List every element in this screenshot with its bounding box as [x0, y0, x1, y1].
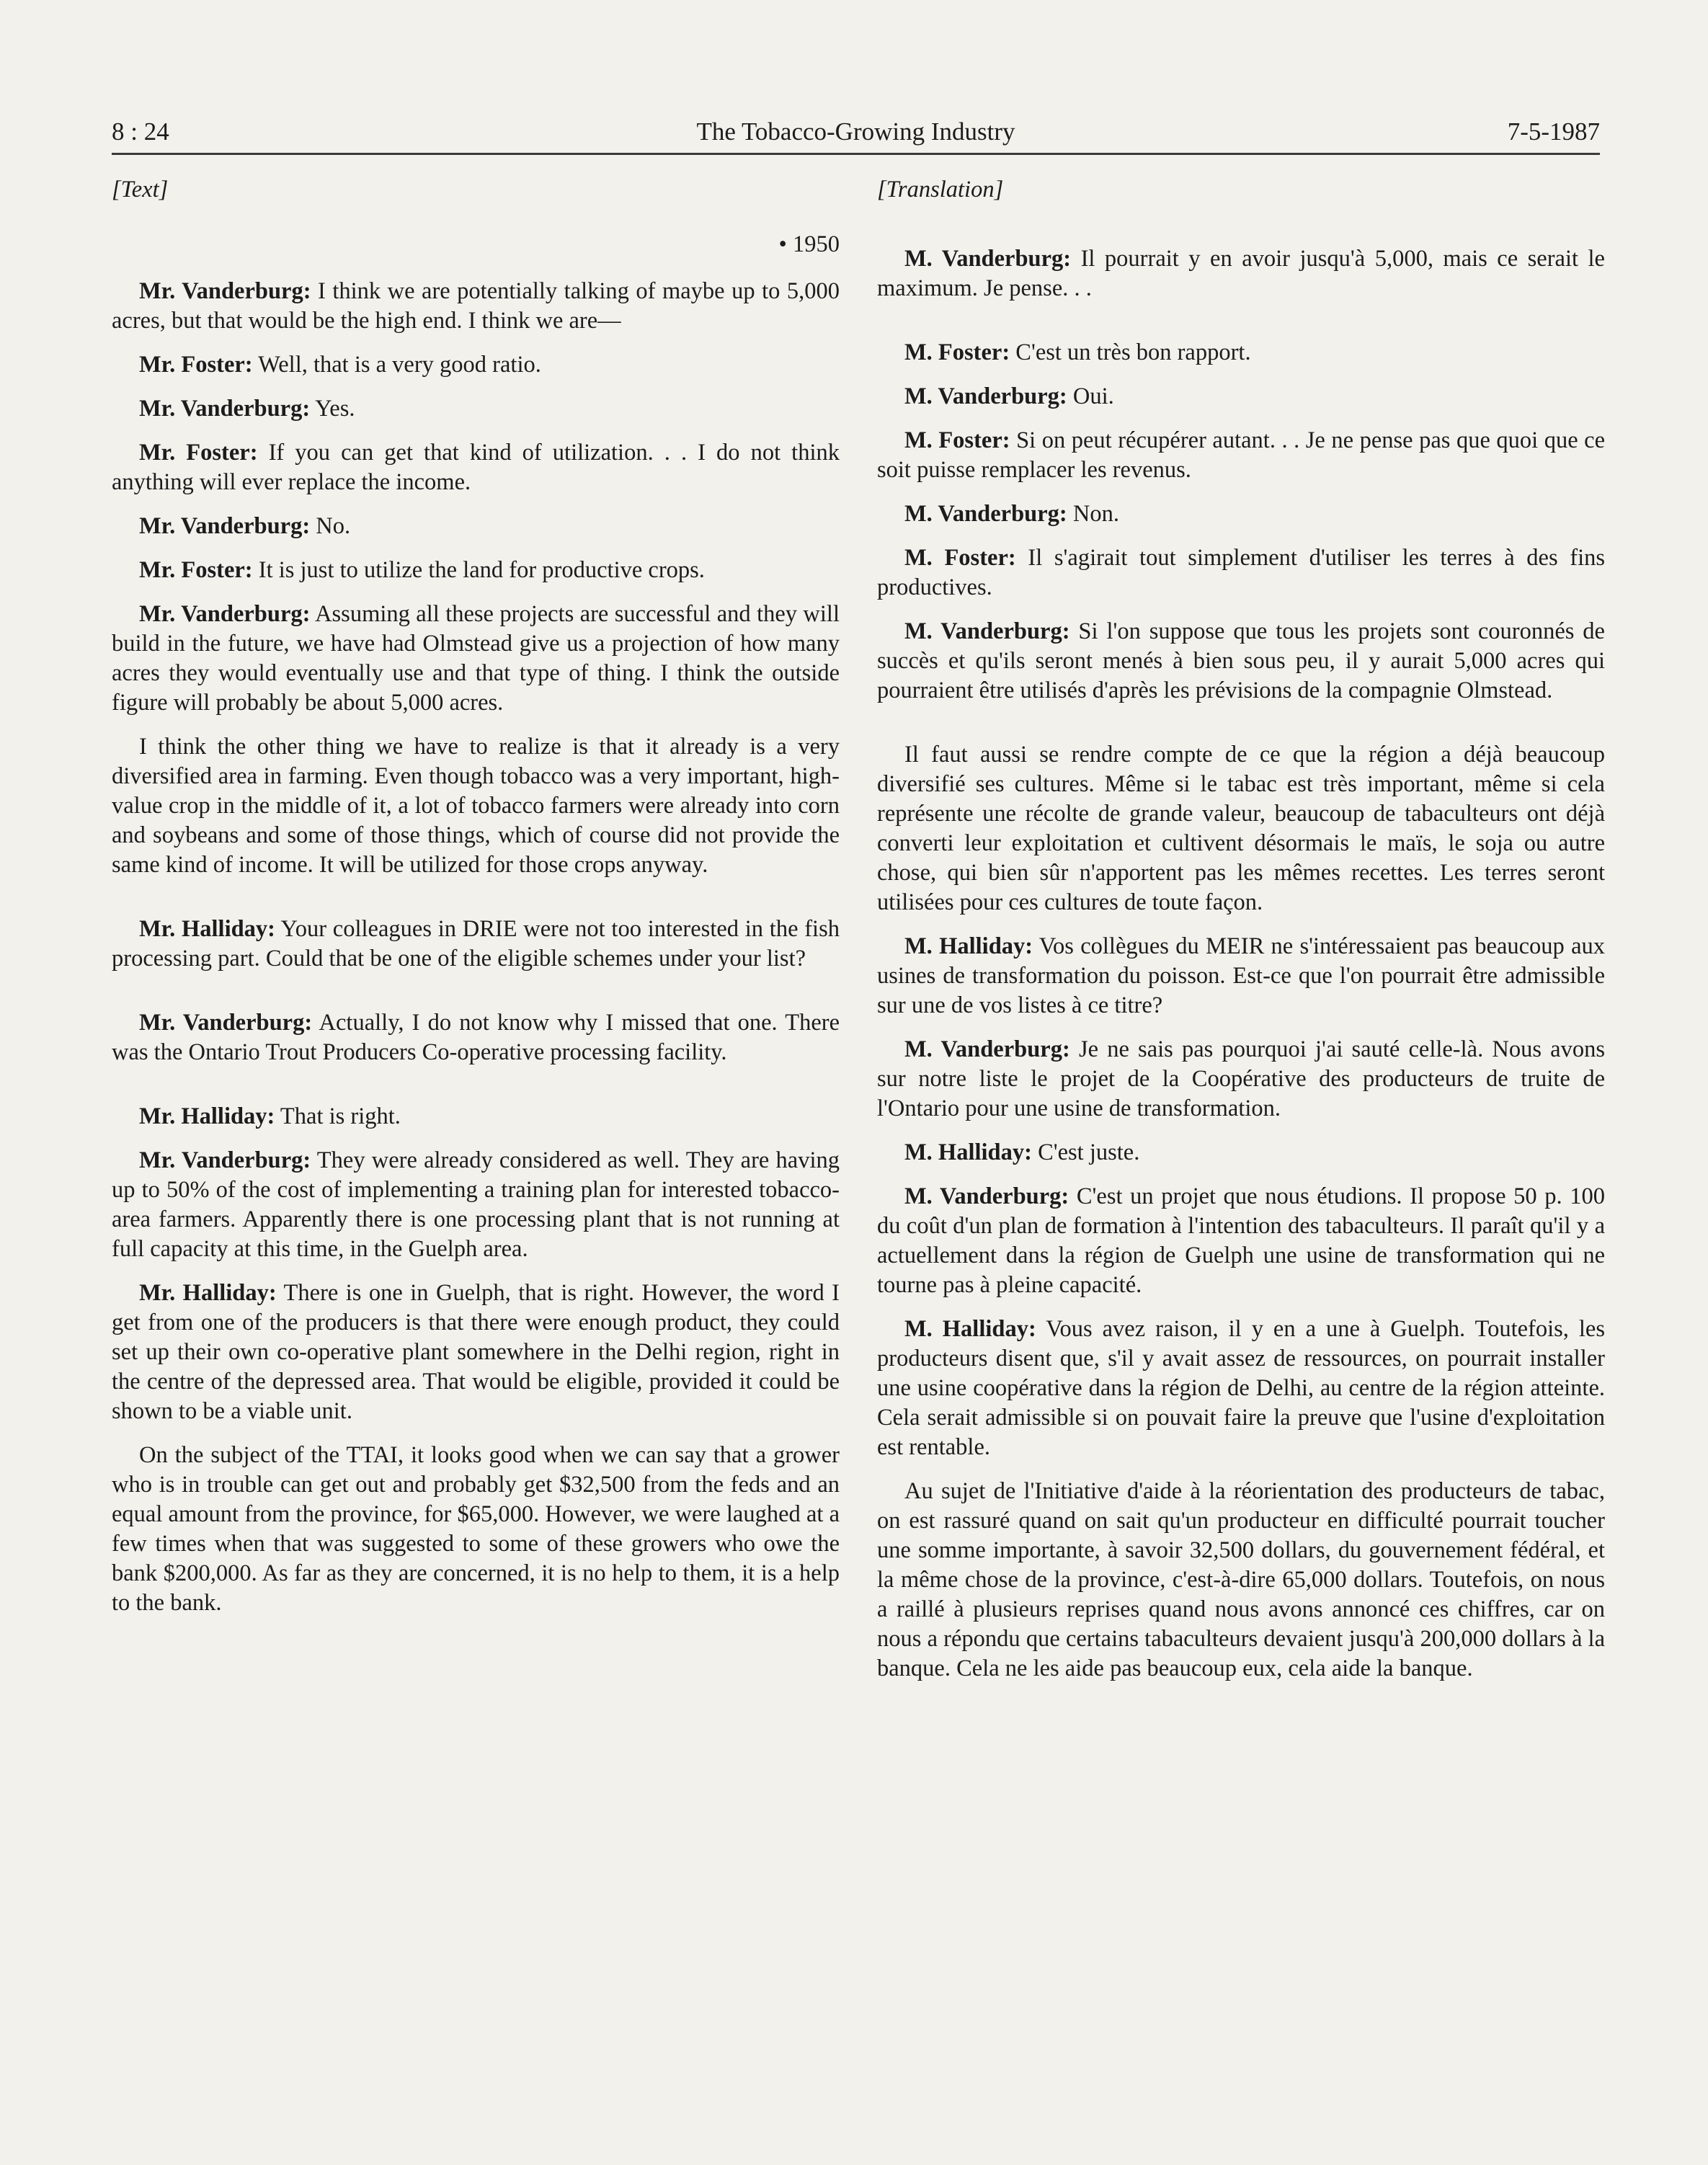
paragraph — [877, 338, 1605, 368]
speaker: M. Halliday: — [904, 933, 1033, 959]
speech: C'est juste. — [1031, 1139, 1140, 1165]
speech: On the subject of the TTAI, it looks good when we can say that a grower who is in trouble can get out and probably get $32,500 from the feds and an equal amount from the province, for $65,000. However, we were laughed at a few times when that was suggested to some of these growers who owe the bank $200,000. As far as they are concerned, it is no help to them, it is a help to the bank. — [112, 1442, 840, 1616]
speech: Well, that is a very good ratio. — [252, 352, 541, 378]
speech: Actually, I do not know why I missed that one. There was the Ontario Trout Producers Co-operative processing facility. — [112, 1010, 840, 1065]
speech: That is right. — [275, 1103, 401, 1129]
paragraph — [877, 543, 1605, 603]
header-rule — [112, 153, 1600, 155]
paragraph — [112, 1441, 840, 1618]
speech: Oui. — [1067, 383, 1114, 409]
speaker: Mr. Vanderburg: — [139, 1010, 313, 1036]
paragraph — [112, 600, 840, 718]
page-number: 8 : 24 — [112, 117, 169, 146]
speech: No. — [310, 513, 351, 539]
speaker: M. Vanderburg: — [904, 1036, 1070, 1062]
speaker: Mr. Vanderburg: — [139, 1147, 311, 1173]
speech: Assuming all these projects are successful and they will build in the future, we have had Olmstead give us a projection of how many acres they would eventually use and that type of thing. I think the outside figure will probably be about 5,000 acres. — [112, 601, 840, 716]
paragraph — [112, 277, 840, 336]
speaker: Mr. Foster: — [139, 557, 253, 583]
paragraph — [112, 1146, 840, 1264]
speech: They were already considered as well. They are having up to 50% of the cost of implementing a training plan for interested tobacco-area farmers. Apparently there is one processing plant that is not running at full capacity at this time, in the Guelph area. — [112, 1147, 840, 1262]
paragraph — [877, 382, 1605, 412]
speaker: M. Foster: — [904, 545, 1016, 571]
french-column — [877, 175, 1605, 1698]
speech: Au sujet de l'Initiative d'aide à la réorientation des producteurs de tabac, on est rassuré quand on sait qu'un producteur en difficulté pourrait toucher une somme importante, à savoir 32,500 dollars, du gouvernement fédéral, et la même chose de la province, c'est-à-dire 65,000 dollars. Toutefois, on nous a raillé à plusieurs reprises quand nous avons annoncé ces chiffres, car on nous a répondu que certains tabaculteurs devaient jusqu'à 200,000 dollars à la banque. Cela ne les aide pas beaucoup eux, cela aide la banque. — [877, 1478, 1605, 1681]
speech: Il s'agirait tout simplement d'utiliser les terres à des fins productives. — [877, 545, 1606, 600]
speaker: M. Vanderburg: — [904, 618, 1070, 644]
speech: I think we are potentially talking of maybe up to 5,000 acres, but that would be the high end. I think we are— — [112, 278, 840, 334]
speech: C'est un très bon rapport. — [1010, 339, 1251, 365]
speech: Il faut aussi se rendre compte de ce que la région a déjà beaucoup diversifié ses cultures. Même si le tabac est très important, même si cela représente une récolte de grande valeur, beaucoup de tabaculteurs ont déjà converti leur exploitation et cultivent désormais le maïs, le soja ou autre chose, qui bien sûr n'apportent pas les mêmes recettes. Les terres seront utilisées pour ces cultures de toute façon. — [877, 742, 1605, 915]
paragraph — [877, 244, 1605, 303]
speech: Si l'on suppose que tous les projets sont couronnés de succès et qu'ils seront menés à bien sous peu, il y aurait 5,000 acres qui pourraient être utilisés d'après les prévisions de la compagnie Olmstead. — [877, 618, 1605, 703]
speech: Si on peut récupérer autant. . . Je ne pense pas que quoi que ce soit puisse remplacer les revenus. — [877, 427, 1606, 483]
speaker: Mr. Halliday: — [139, 1103, 275, 1129]
speaker: M. Foster: — [904, 339, 1010, 365]
speech: Your colleagues in DRIE were not too interested in the fish processing part. Could that be one of the eligible schemes under your list? — [112, 916, 840, 972]
paragraph — [877, 1315, 1605, 1462]
speech: If you can get that kind of utilization. . . I do not think anything will ever replace the income. — [112, 440, 840, 495]
speech: Il pourrait y en avoir jusqu'à 5,000, mais ce serait le maximum. Je pense. . . — [877, 246, 1605, 301]
speech: C'est un projet que nous étudions. Il propose 50 p. 100 du coût d'un plan de formation à l'intention des tabaculteurs. Il paraît qu'il y a actuellement dans la région de Guelph une usine de transformation qui ne tourne pas à pleine capacité. — [877, 1183, 1605, 1298]
speaker: M. Vanderburg: — [904, 1183, 1069, 1209]
speaker: Mr. Vanderburg: — [139, 396, 311, 422]
document-title: The Tobacco-Growing Industry — [696, 117, 1015, 146]
speech: Yes. — [310, 396, 355, 422]
paragraph — [112, 1102, 840, 1132]
speech: Je ne sais pas pourquoi j'ai sauté celle-là. Nous avons sur notre liste le projet de la Coopérative des producteurs de truite de l'Ontario pour une usine de transformation. — [877, 1036, 1605, 1121]
speech: It is just to utilize the land for productive crops. — [252, 557, 705, 583]
paragraph — [112, 394, 840, 424]
speaker: Mr. Vanderburg: — [139, 278, 311, 304]
speaker: M. Halliday: — [904, 1316, 1036, 1342]
speaker: Mr. Halliday: — [139, 916, 275, 942]
paragraph — [112, 1008, 840, 1067]
paragraph — [112, 512, 840, 541]
paragraph — [112, 1279, 840, 1426]
paragraph — [877, 740, 1605, 917]
paragraph — [112, 556, 840, 585]
speech: I think the other thing we have to realize is that it already is a very diversified area in farming. Even though tobacco was a very important, high-value crop in the middle of it, a lot of tobacco farmers were already into corn and soybeans and some of those things, which of course did not provide the same kind of income. It will be utilized for those crops anyway. — [112, 734, 840, 878]
paragraph — [877, 1035, 1605, 1124]
paragraph — [877, 1477, 1605, 1684]
time-mark: • 1950 — [778, 231, 840, 257]
page-header — [112, 117, 1600, 154]
speaker: Mr. Vanderburg: — [139, 601, 311, 627]
document-date: 7-5-1987 — [1507, 117, 1600, 146]
speech: There is one in Guelph, that is right. However, the word I get from one of the producers is that there were enough product, they could set up their own co-operative plant somewhere in the Delhi region, right in the centre of the depressed area. That would be eligible, provided it could be shown to be a viable unit. — [112, 1280, 840, 1424]
paragraph — [877, 1182, 1605, 1300]
paragraph — [112, 732, 840, 880]
speaker: M. Vanderburg: — [904, 501, 1067, 527]
speaker: M. Vanderburg: — [904, 383, 1067, 409]
paragraph — [877, 617, 1605, 706]
paragraph — [877, 426, 1605, 485]
speech: Vos collègues du MEIR ne s'intéressaient pas beaucoup aux usines de transformation du poisson. Est-ce que l'on pourrait être admissible sur une de vos listes à ce titre? — [877, 933, 1605, 1018]
column-label-translation: [Translation] — [877, 177, 1004, 203]
speaker: M. Foster: — [904, 427, 1010, 453]
paragraph — [112, 915, 840, 974]
speaker: Mr. Halliday: — [139, 1280, 277, 1306]
speech: Vous avez raison, il y en a une à Guelph. Toutefois, les producteurs disent que, s'il y avait assez de ressources, on pourrait installer une usine coopérative dans la région de Delhi, au centre de la région atteinte. Cela serait admissible si on pouvait faire la preuve que l'usine d'exploitation est rentable. — [877, 1316, 1605, 1460]
paragraph — [112, 438, 840, 497]
column-label-text: [Text] — [112, 177, 169, 203]
english-column — [112, 175, 840, 1632]
speaker: Mr. Foster: — [139, 440, 258, 466]
speaker: M. Vanderburg: — [904, 246, 1072, 272]
paragraph — [877, 499, 1605, 529]
paragraph — [877, 932, 1605, 1021]
speaker: Mr. Foster: — [139, 352, 253, 378]
speaker: Mr. Vanderburg: — [139, 513, 311, 539]
paragraph — [877, 1138, 1605, 1168]
speech: Non. — [1067, 501, 1119, 527]
paragraph — [112, 350, 840, 380]
speaker: M. Halliday: — [904, 1139, 1032, 1165]
